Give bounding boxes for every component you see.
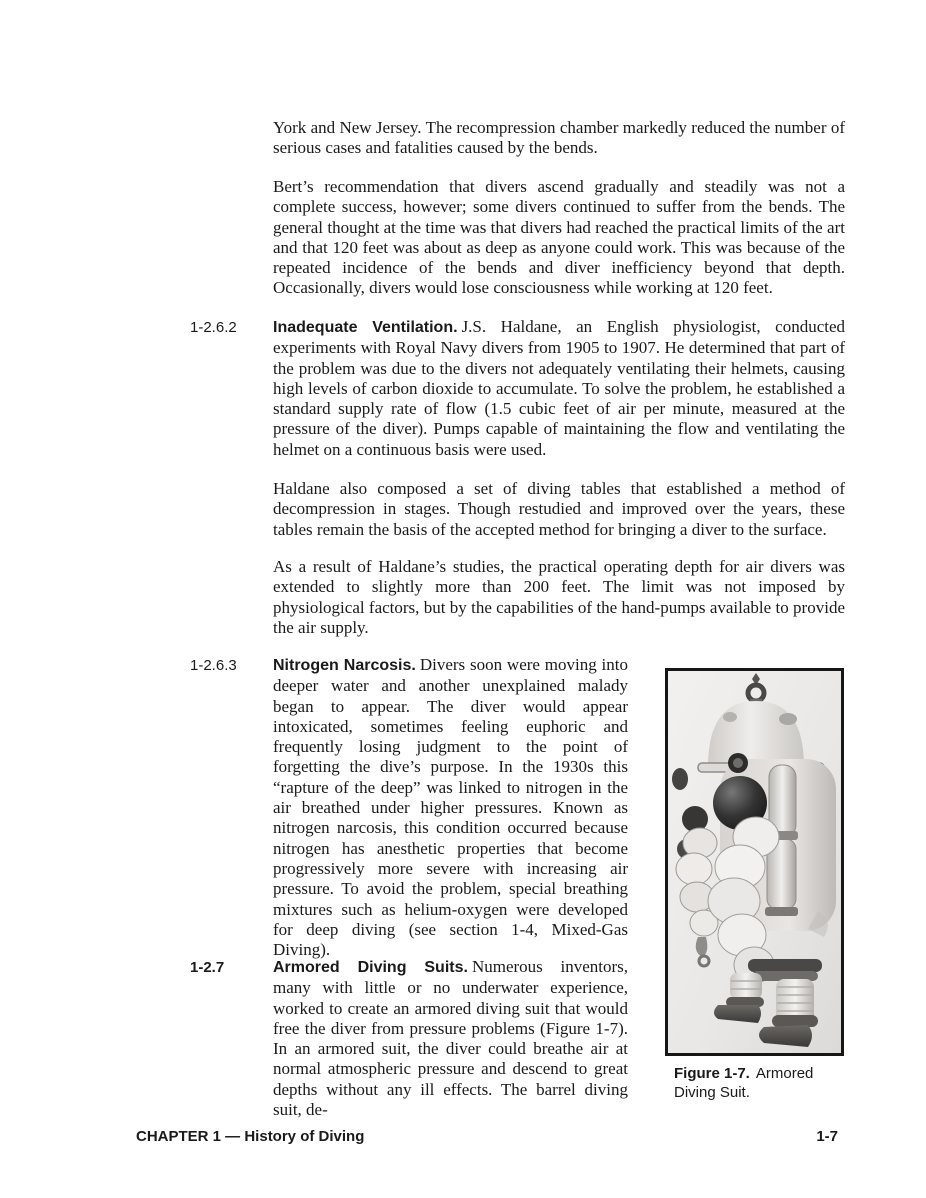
section-number: 1-2.6.2 (190, 319, 237, 336)
footer-page-number: 1-7 (816, 1128, 838, 1145)
paragraph-haldane-tables: Haldane also composed a set of diving tables that established a method of decompression in stages. Though restudied and improved over the years, these tables remain the basis of the accepted method for bringing a diver to the surface. (273, 479, 845, 539)
footer-chapter-title: CHAPTER 1 — History of Diving (136, 1128, 365, 1145)
armored-diving-suit-photo (668, 671, 841, 1053)
figure-1-7-caption (674, 1064, 836, 1102)
section-body: Numerous inventors, many with little or no underwater experience, worked to create an armored diving suit that would free the diver from pressure problems (Figure 1-7). In an armored suit, the diver could breathe air at normal atmospheric pressure and descend to great depths without any ill effects. The barrel diving suit, de- (273, 957, 629, 1120)
figure-caption-text: Armored Diving Suit. (674, 1065, 814, 1101)
section-1-2-6-3 (190, 655, 628, 960)
section-heading: Nitrogen Narcosis. (273, 657, 416, 674)
figure-caption-label: Figure 1-7. (674, 1065, 750, 1082)
section-number: 1-2.6.3 (190, 657, 237, 674)
section-heading: Armored Diving Suits. (273, 959, 468, 976)
section-1-2-7 (190, 957, 628, 1120)
section-body: Divers soon were moving into deeper water and another unexplained malady began to appear. The diver would appear intoxicated, sometimes feeling euphoric and frequently losing judgment to the point of forgetting the dive’s purpose. In the 1930s this “rapture of the deep” was linked to nitrogen in the air breathed under higher pressures. Known as nitrogen narcosis, this condition occurred because nitrogen has anesthetic properties that become progressively more severe with increasing air pressure. To avoid the problem, special breathing mixtures such as helium-oxygen were developed for deep diving (see section 1-4, Mixed-Gas Diving). (273, 655, 629, 960)
paragraph-recompression-chamber: York and New Jersey. The recompression chamber markedly reduced the number of serious cases and fatalities caused by the bends. (273, 118, 845, 158)
section-text (273, 957, 628, 1120)
paragraph-bert-recommendation: Bert’s recommendation that divers ascend gradually and steadily was not a complete success, however; some divers continued to suffer from the bends. The general thought at the time was that divers had reached the practical limits of the art and that 120 feet was about as deep as anyone could work. This was because of the repeated incidence of the bends and diver inefficiency beyond that depth. Occasionally, divers would lose consciousness while working at 120 feet. (273, 177, 845, 298)
section-body: J.S. Haldane, an English physiologist, conducted experiments with Royal Navy divers from 1905 to 1907. He determined that part of the problem was due to the divers not adequately ventilating their helmets, causing high levels of carbon dioxide to accumulate. To solve the problem, he established a standard supply rate of flow (1.5 cubic feet of air per minute, measured at the pressure of the diver). Pumps capable of maintaining the flow and ventilating the helmet on a continuous basis were used. (273, 317, 846, 459)
figure-1-7-frame (665, 668, 844, 1056)
paragraph-haldane-result: As a result of Haldane’s studies, the practical operating depth for air divers was extended to slightly more than 200 feet. The limit was not imposed by physiological factors, but by the capabilities of the hand-pumps available to provide the air supply. (273, 557, 845, 637)
section-number: 1-2.7 (190, 959, 225, 976)
section-text (273, 317, 845, 460)
section-text (273, 655, 628, 960)
section-1-2-6-2 (190, 317, 845, 460)
section-heading: Inadequate Ventilation. (273, 319, 458, 336)
